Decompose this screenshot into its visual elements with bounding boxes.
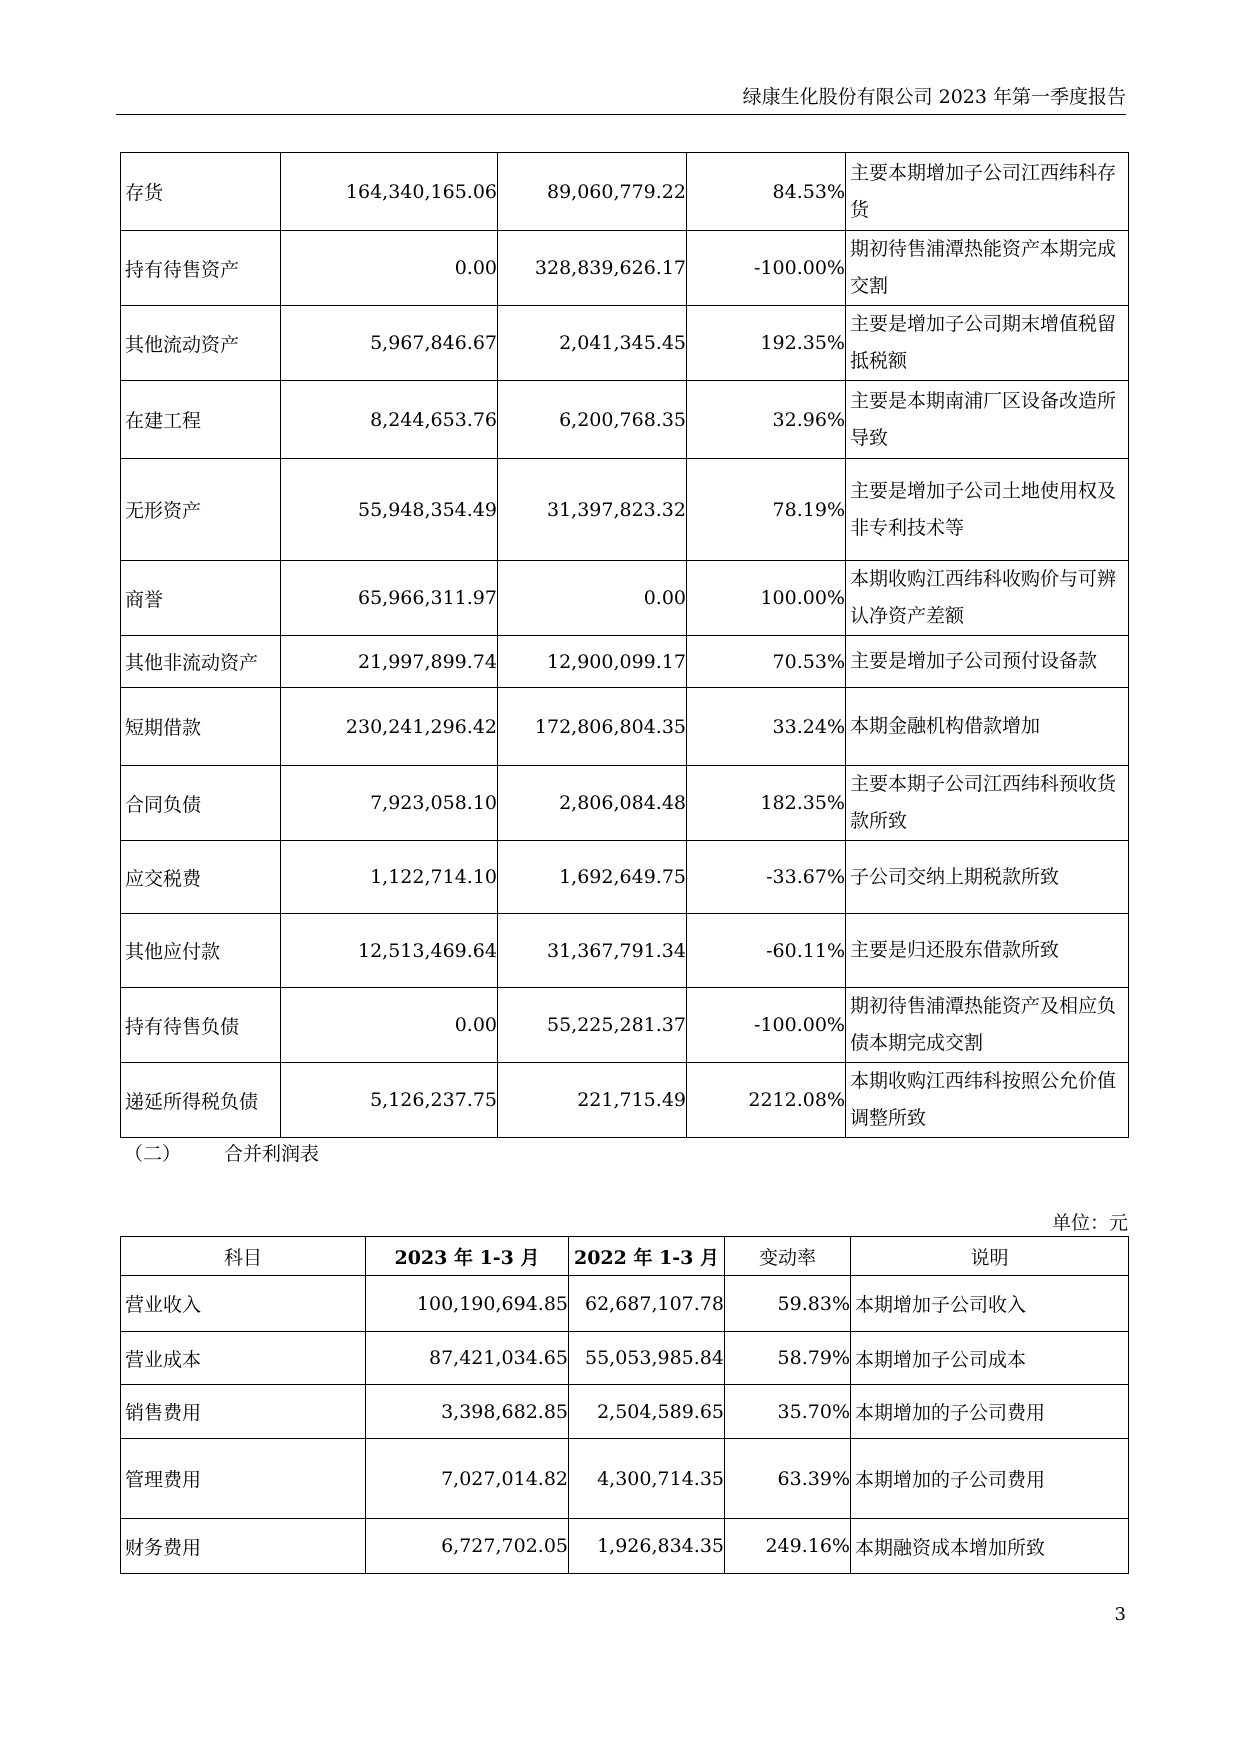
item-name: 销售费用 <box>121 1385 366 1439</box>
header-current-period: 2023 年 1-3 月 <box>366 1237 569 1276</box>
change-rate: -100.00% <box>687 988 846 1063</box>
table-header-row <box>121 1237 1129 1276</box>
section-number: （二） <box>124 1143 182 1165</box>
prior-value: 1,926,834.35 <box>569 1519 725 1574</box>
current-value: 7,923,058.10 <box>281 766 498 841</box>
header-prior-period: 2022 年 1-3 月 <box>569 1237 725 1276</box>
change-rate: -60.11% <box>687 914 846 988</box>
page-header: 绿康生化股份有限公司 2023 年第一季度报告 <box>742 86 1126 108</box>
table-row <box>121 914 1129 988</box>
current-value: 7,027,014.82 <box>366 1439 569 1519</box>
current-value: 0.00 <box>281 988 498 1063</box>
table-row <box>121 766 1129 841</box>
change-rate: 249.16% <box>725 1519 851 1574</box>
item-name: 递延所得税负债 <box>121 1063 281 1138</box>
item-name: 其他流动资产 <box>121 306 281 381</box>
current-value: 21,997,899.74 <box>281 636 498 688</box>
change-rate: 63.39% <box>725 1439 851 1519</box>
change-rate: 2212.08% <box>687 1063 846 1138</box>
change-explanation: 主要是归还股东借款所致 <box>846 914 1129 988</box>
change-rate: 33.24% <box>687 688 846 766</box>
balance-sheet-changes-table <box>120 152 1129 1138</box>
table-row <box>121 1439 1129 1519</box>
change-rate: 70.53% <box>687 636 846 688</box>
table-row <box>121 1332 1129 1385</box>
item-name: 持有待售负债 <box>121 988 281 1063</box>
section-heading <box>124 1141 320 1167</box>
prior-value: 1,692,649.75 <box>498 841 687 914</box>
change-rate: 59.83% <box>725 1276 851 1332</box>
table-row <box>121 1063 1129 1138</box>
prior-value: 55,225,281.37 <box>498 988 687 1063</box>
prior-value: 2,806,084.48 <box>498 766 687 841</box>
change-explanation: 本期融资成本增加所致 <box>851 1519 1129 1574</box>
change-explanation: 本期增加子公司成本 <box>851 1332 1129 1385</box>
item-name: 营业成本 <box>121 1332 366 1385</box>
change-explanation: 本期增加的子公司费用 <box>851 1439 1129 1519</box>
change-rate: 100.00% <box>687 561 846 636</box>
change-explanation: 本期增加的子公司费用 <box>851 1385 1129 1439</box>
table-row <box>121 1385 1129 1439</box>
current-value: 12,513,469.64 <box>281 914 498 988</box>
current-value: 87,421,034.65 <box>366 1332 569 1385</box>
change-explanation: 主要是本期南浦厂区设备改造所导致 <box>846 381 1129 459</box>
change-rate: 32.96% <box>687 381 846 459</box>
prior-value: 31,367,791.34 <box>498 914 687 988</box>
unit-label: 单位：元 <box>1051 1212 1128 1234</box>
prior-value: 0.00 <box>498 561 687 636</box>
table-row <box>121 1519 1129 1574</box>
item-name: 其他应付款 <box>121 914 281 988</box>
prior-value: 62,687,107.78 <box>569 1276 725 1332</box>
prior-value: 55,053,985.84 <box>569 1332 725 1385</box>
change-rate: 35.70% <box>725 1385 851 1439</box>
table-row <box>121 636 1129 688</box>
item-name: 其他非流动资产 <box>121 636 281 688</box>
change-explanation: 主要本期增加子公司江西纬科存货 <box>846 153 1129 231</box>
change-explanation: 期初待售浦潭热能资产本期完成交割 <box>846 231 1129 306</box>
item-name: 商誉 <box>121 561 281 636</box>
current-value: 1,122,714.10 <box>281 841 498 914</box>
change-explanation: 本期增加子公司收入 <box>851 1276 1129 1332</box>
table-row <box>121 231 1129 306</box>
table-row <box>121 381 1129 459</box>
header-item: 科目 <box>121 1237 366 1276</box>
table-row <box>121 688 1129 766</box>
item-name: 应交税费 <box>121 841 281 914</box>
income-statement-changes-table <box>120 1236 1129 1574</box>
change-rate: 78.19% <box>687 459 846 561</box>
change-explanation: 本期收购江西纬科收购价与可辨认净资产差额 <box>846 561 1129 636</box>
prior-value: 12,900,099.17 <box>498 636 687 688</box>
prior-value: 328,839,626.17 <box>498 231 687 306</box>
change-explanation: 本期收购江西纬科按照公允价值调整所致 <box>846 1063 1129 1138</box>
current-value: 5,967,846.67 <box>281 306 498 381</box>
table-row <box>121 1276 1129 1332</box>
item-name: 营业收入 <box>121 1276 366 1332</box>
prior-value: 31,397,823.32 <box>498 459 687 561</box>
item-name: 短期借款 <box>121 688 281 766</box>
table-row <box>121 153 1129 231</box>
table-row <box>121 988 1129 1063</box>
change-rate: 58.79% <box>725 1332 851 1385</box>
prior-value: 2,041,345.45 <box>498 306 687 381</box>
item-name: 管理费用 <box>121 1439 366 1519</box>
change-rate: -100.00% <box>687 231 846 306</box>
current-value: 0.00 <box>281 231 498 306</box>
header-change-rate: 变动率 <box>725 1237 851 1276</box>
table-row <box>121 459 1129 561</box>
table-row <box>121 841 1129 914</box>
item-name: 存货 <box>121 153 281 231</box>
change-explanation: 主要是增加子公司期末增值税留抵税额 <box>846 306 1129 381</box>
prior-value: 4,300,714.35 <box>569 1439 725 1519</box>
prior-value: 172,806,804.35 <box>498 688 687 766</box>
header-explanation: 说明 <box>851 1237 1129 1276</box>
current-value: 8,244,653.76 <box>281 381 498 459</box>
prior-value: 6,200,768.35 <box>498 381 687 459</box>
current-value: 3,398,682.85 <box>366 1385 569 1439</box>
current-value: 55,948,354.49 <box>281 459 498 561</box>
item-name: 持有待售资产 <box>121 231 281 306</box>
current-value: 230,241,296.42 <box>281 688 498 766</box>
change-rate: 182.35% <box>687 766 846 841</box>
change-rate: 192.35% <box>687 306 846 381</box>
change-explanation: 子公司交纳上期税款所致 <box>846 841 1129 914</box>
table-row <box>121 561 1129 636</box>
prior-value: 89,060,779.22 <box>498 153 687 231</box>
current-value: 164,340,165.06 <box>281 153 498 231</box>
change-rate: 84.53% <box>687 153 846 231</box>
prior-value: 221,715.49 <box>498 1063 687 1138</box>
change-explanation: 主要是增加子公司土地使用权及非专利技术等 <box>846 459 1129 561</box>
current-value: 6,727,702.05 <box>366 1519 569 1574</box>
item-name: 合同负债 <box>121 766 281 841</box>
item-name: 财务费用 <box>121 1519 366 1574</box>
header-rule <box>116 114 1126 115</box>
change-rate: -33.67% <box>687 841 846 914</box>
item-name: 在建工程 <box>121 381 281 459</box>
table-row <box>121 306 1129 381</box>
current-value: 5,126,237.75 <box>281 1063 498 1138</box>
change-explanation: 主要本期子公司江西纬科预收货款所致 <box>846 766 1129 841</box>
current-value: 100,190,694.85 <box>366 1276 569 1332</box>
page-number: 3 <box>1114 1604 1126 1625</box>
current-value: 65,966,311.97 <box>281 561 498 636</box>
item-name: 无形资产 <box>121 459 281 561</box>
change-explanation: 本期金融机构借款增加 <box>846 688 1129 766</box>
section-title: 合并利润表 <box>224 1143 320 1165</box>
change-explanation: 主要是增加子公司预付设备款 <box>846 636 1129 688</box>
prior-value: 2,504,589.65 <box>569 1385 725 1439</box>
change-explanation: 期初待售浦潭热能资产及相应负债本期完成交割 <box>846 988 1129 1063</box>
